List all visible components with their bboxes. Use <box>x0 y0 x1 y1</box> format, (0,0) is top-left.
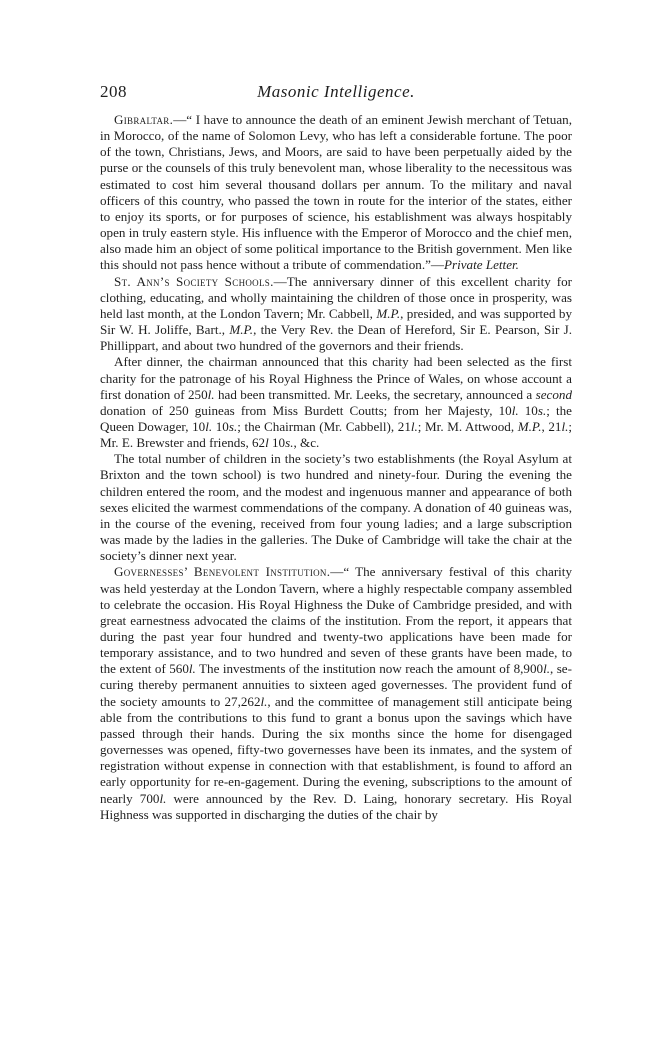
paragraph-text: were announced by the Rev. D. Laing, honorary secretary. His Royal Highness was supported in discharging the duties of the chair by <box>100 790 572 822</box>
paragraph-text: , &c. <box>293 435 320 451</box>
paragraph-text: , presided, and was supported by Sir W. H. Joliffe, Bart., <box>100 305 573 338</box>
paragraph-text: The total number of children in the society’s two establishments (the Royal Asylum at Brixton and the town school) is two hundred and ninety-four. During the evening the children entered the room, and the modest and ingenuous manner and appearance of both sexes elicited the warmest commendations of the company. A donation of 40 guineas was, in the course of the evening, received from four young ladies; and a large subscription was made by the ladies in the galleries. The Duke of Cambridge will take the chair at the society’s dinner next year. <box>100 451 572 564</box>
paragraph-text: , the Very Rev. the Dean of Hereford, Sir E. Pearson, Sir J. Phillippart, and about two hundred of the governors and their friends. <box>100 322 572 354</box>
italic-text: s. <box>537 402 547 418</box>
italic-text: l. <box>205 418 213 434</box>
italic-text: l. <box>260 693 268 709</box>
italic-text: l. <box>543 661 550 677</box>
paragraph-text: After dinner, the chairman announced that this charity had been selected as the first charity for the patronage of his Royal Highness the Prince of Wales, on whose account a first donation of 250 <box>100 354 572 402</box>
paragraph-heading: Governesses’ Benevolent Institution. <box>114 564 331 580</box>
paragraph-text: , se-curing thereby permanent annuities to sixteen aged governesses. The provident fund of the society amounts to 27,262 <box>100 661 572 709</box>
paragraph-text: ; Mr. E. Brewster and friends, 62 <box>100 418 572 451</box>
paragraph-heading: St. Ann’s Society Schools. <box>114 273 274 289</box>
paragraph-heading: Gibraltar. <box>114 112 174 127</box>
running-title: Masonic Intelligence. <box>257 82 415 101</box>
paragraph-text: —“ I have to announce the death of an eminent Jewish merchant of Tetuan, in Morocco, of the name of Solomon Levy, who has left a considerable fortune. The poor of the town, Christians, Jews, and Moors, are said to have been perpetually aided by the purse or the counsels of this truly benevolent man, whose liberality to the necessitous was estimated to cost him several thousand dollars per annum. To the military and naval officers of this country, who passed the town in route for the interior of the states, either to enjoy its sports, or for purposes of science, his establishment was always hospitably open in truly eastern style. His influence with the Emperor of Morocco and the chief men, also made him an object of some political importance to the British government. Men like this should not pass hence without a tribute of commendation.”— <box>100 112 572 273</box>
paragraph-text: —The anniversary dinner of this excellent charity for clothing, educating, and wholly maintaining the children of those once in prosperity, was held last month, at the London Tavern; Mr. Cabbell, <box>100 273 573 321</box>
paragraph-text: ; Mr. M. Attwood, <box>417 418 518 434</box>
paragraph-text: 10 <box>268 435 286 451</box>
italic-text: l. <box>159 790 167 806</box>
paragraph <box>100 451 572 564</box>
paragraph-text: ; the Chairman (Mr. Cabbell), 21 <box>237 418 411 434</box>
paragraph-text: 10 <box>212 418 229 434</box>
italic-text: s. <box>285 435 294 451</box>
paragraph-text: had been transmitted. Mr. Leeks, the secretary, announced a <box>214 386 536 402</box>
page <box>100 82 572 823</box>
italic-text: l. <box>410 418 418 434</box>
italic-text: Private Letter. <box>444 257 519 273</box>
paragraph <box>100 112 572 274</box>
paragraph <box>100 354 572 451</box>
page-number: 208 <box>100 82 127 101</box>
paragraph-text: —“ The anniversary festival of this charity was held yesterday at the London Tavern, where a highly respectable company assembled to celebrate the occasion. His Royal Highness the Duke of Cambridge presided, and with great earnestness advocated the claims of the institution. From the report, it appears that during the past year four hundred and twenty-two applications have been made for temporary assistance, and to two hundred and seven of these grants have been made, to the extent of 560 <box>100 564 572 677</box>
italic-text: l. <box>207 386 215 402</box>
italic-text: l. <box>511 402 519 418</box>
page-header <box>100 82 572 112</box>
paragraph <box>100 274 572 355</box>
italic-text: second <box>535 386 572 402</box>
paragraph-text: 10 <box>518 402 538 418</box>
paragraph <box>100 564 572 823</box>
paragraph-text: , 21 <box>541 418 562 434</box>
paragraph-text: The investments of the institution now reach the amount of 8,900 <box>195 661 544 677</box>
italic-text: l. <box>188 661 196 677</box>
paragraph-text: ; the Queen Dowager, 10 <box>100 402 572 434</box>
italic-text: M.P. <box>376 305 401 321</box>
article-body <box>100 112 572 823</box>
paragraph-text: , and the committee of management still anticipate being able from the contributions to this fund to grant a bonus upon the savings which have passed through their hands. During the six months since the home for disengaged governesses was opened, fifty-two governesses have been its inmates, and the system of registration without expense in connection with that establishment, is found to afford an early opportunity for re-en-gagement. During the evening, subscriptions to the amount of nearly 700 <box>100 693 572 806</box>
paragraph-text: donation of 250 guineas from Miss Burdett Coutts; from her Majesty, 10 <box>100 402 512 418</box>
italic-text: M.P. <box>229 322 254 338</box>
italic-text: l. <box>561 418 569 434</box>
italic-text: M.P. <box>517 418 542 434</box>
italic-text: s. <box>228 418 238 434</box>
italic-text: l <box>265 435 269 451</box>
